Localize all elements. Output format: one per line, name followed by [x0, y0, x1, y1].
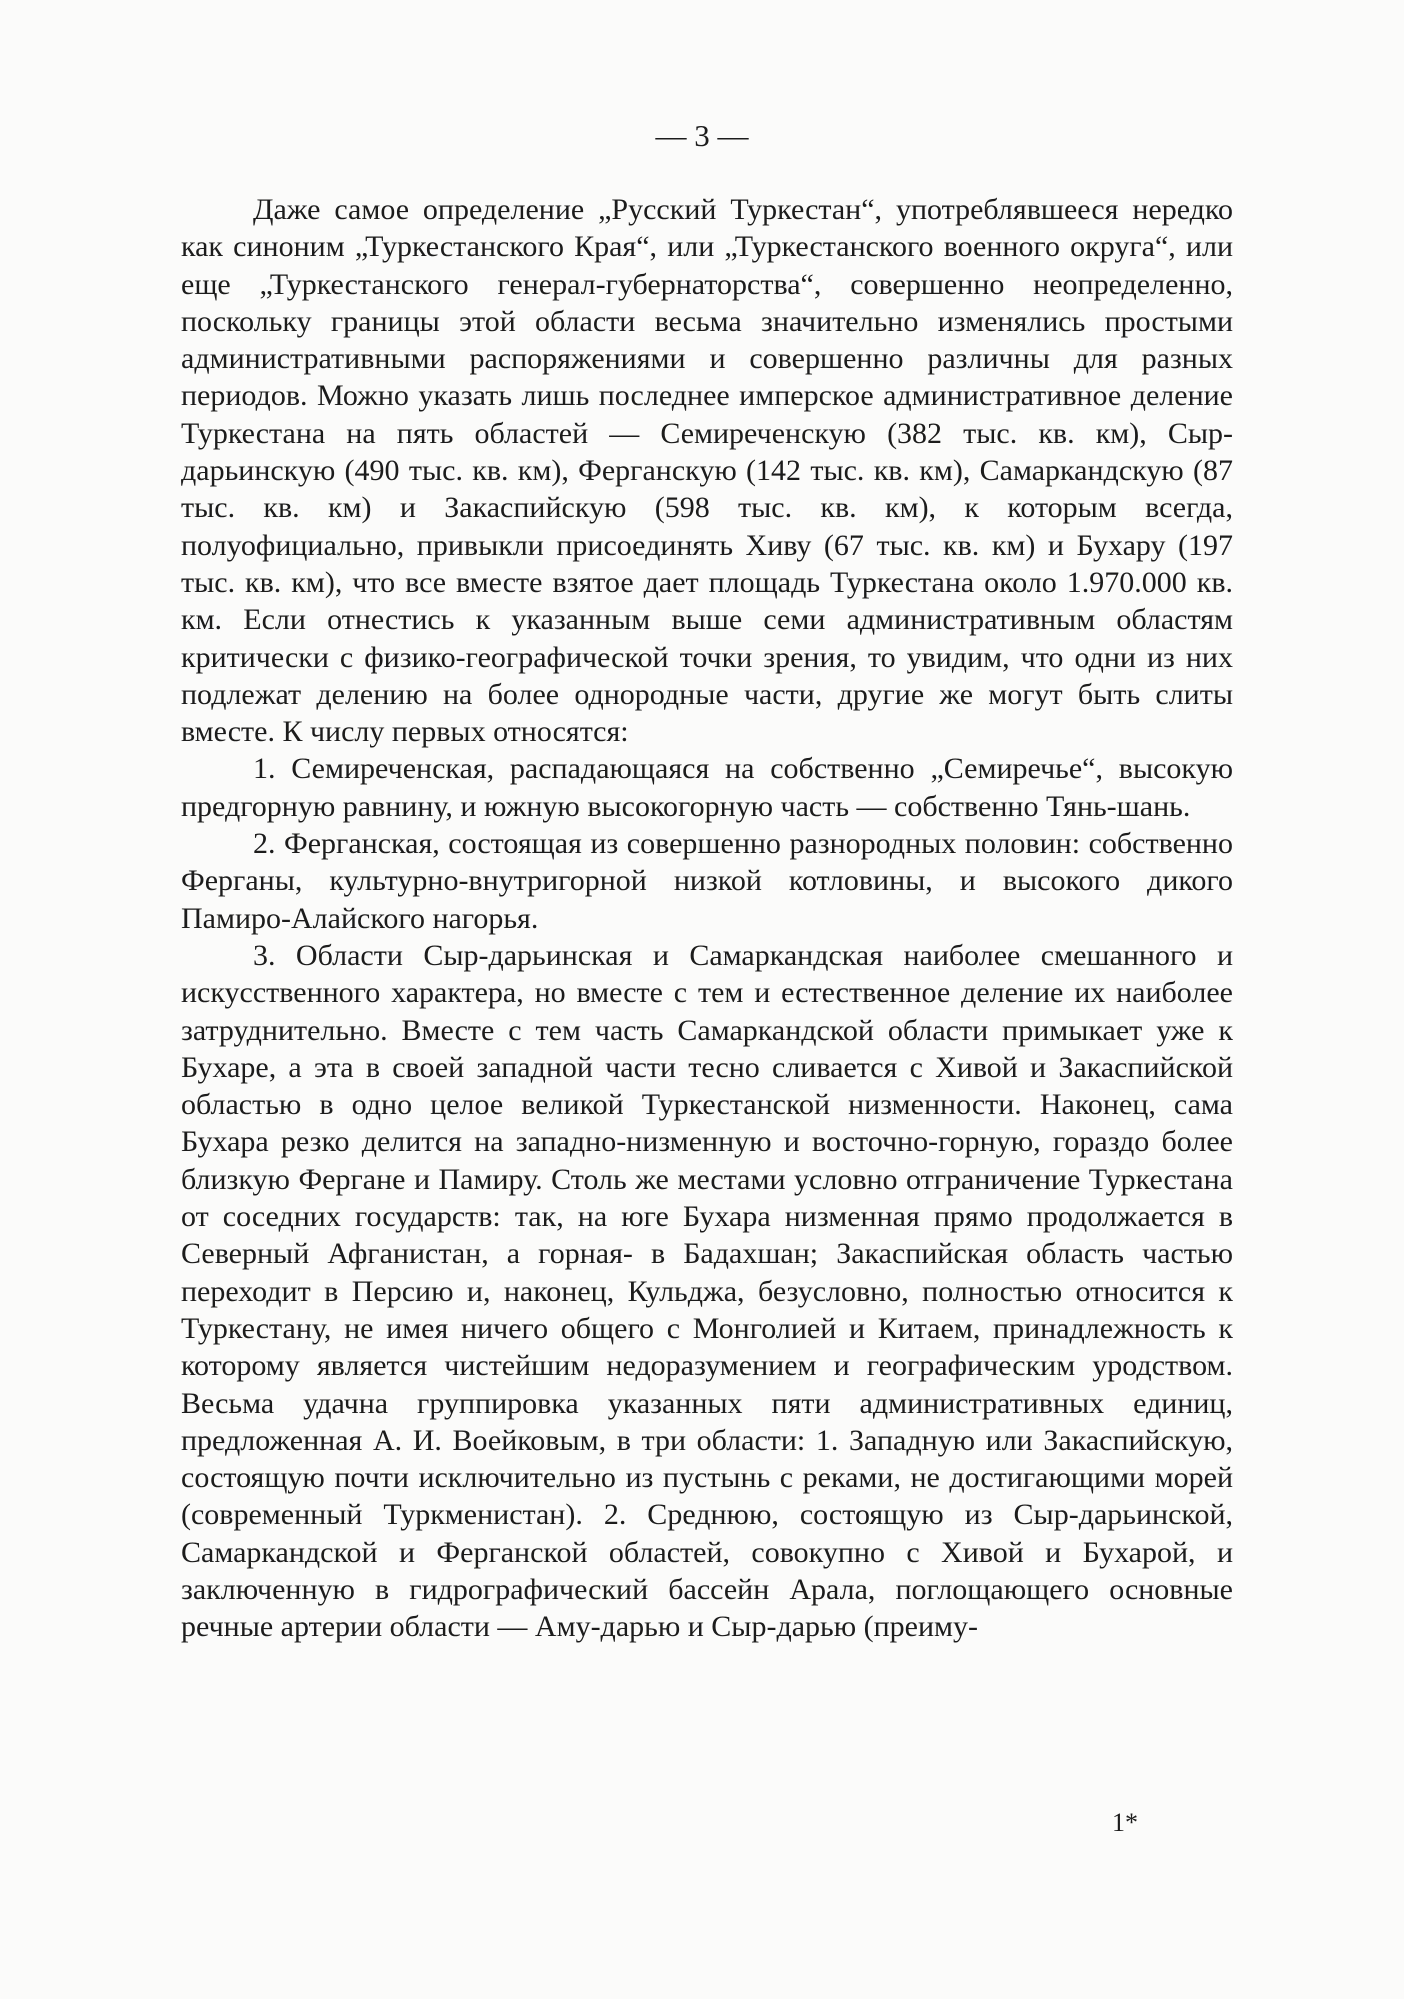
signature-mark: 1* — [1112, 1808, 1138, 1837]
paragraph-item-1: 1. Семиреченская, распадающаяся на собственно „Семиречье“, высокую предгорную равнину, и южную высокогорную часть — собственно Тянь-шань. — [181, 752, 1233, 823]
paragraph-intro: Даже самое определение „Русский Туркестан“, употреблявшееся нередко как синоним „Туркестанского Края“, или „Туркестанского военного округа“, или еще „Туркестанского генерал-губернаторства“, совершенно неопределенно, поскольку границы этой области весьма значительно изменялись простыми административными распоряжениями и совершенно различны для разных периодов. Можно указать лишь последнее имперское административное деление Туркестана на пять областей — Семиреченскую (382 тыс. кв. км), Сыр-дарьинскую (490 тыс. кв. км), Ферганскую (142 тыс. кв. км), Самаркандскую (87 тыс. кв. км) и Закаспийскую (598 тыс. кв. км), к которым всегда, полуофициально, привыкли присоединять Хиву (67 тыс. кв. км) и Бухару (197 тыс. кв. км), что все вместе взятое дает площадь Туркестана около 1.970.000 кв. км. Если отнестись к указанным выше семи административным областям критически с физико-географической точки зрения, то увидим, что одни из них подлежат делению на более однородные части, другие же могут быть слиты вместе. К числу первых относятся: — [181, 193, 1233, 749]
body-text — [181, 191, 1233, 1646]
paragraph-item-3: 3. Области Сыр-дарьинская и Самаркандская наиболее смешанного и искусственного характера, но вместе с тем и естественное деление их наиболее затруднительно. Вместе с тем часть Самаркандской области примыкает уже к Бухаре, а эта в своей западной части тесно сливается с Хивой и Закаспийской областью в одно целое великой Туркестанской низменности. Наконец, сама Бухара резко делится на западно-низменную и восточно-горную, гораздо более близкую Фергане и Памиру. Столь же местами условно отграничение Туркестана от соседних государств: так, на юге Бухара низменная прямо продолжается в Северный Афганистан, а горная- в Бадахшан; Закаспийская область частью переходит в Персию и, наконец, Кульджа, безусловно, полностью относится к Туркестану, не имея ничего общего с Монголией и Китаем, принадлежность к которому является чистейшим недоразумением и географическим уродством. Весьма удачна группировка указанных пяти административных единиц, предложенная А. И. Воейковым, в три области: 1. Западную или Закаспийскую, состоящую почти исключительно из пустынь с реками, не достигающими морей (современный Туркменистан). 2. Среднюю, состоящую из Сыр-дарьинской, Самаркандской и Ферганской областей, совокупно с Хивой и Бухарой, и заключенную в гидрографический бассейн Арала, поглощающего основные речные артерии области — Аму-дарью и Сыр-дарью (преиму- — [181, 938, 1233, 1644]
page-number-header: — 3 — — [655, 118, 749, 153]
paragraph-item-2: 2. Ферганская, состоящая из совершенно разнородных половин: собственно Ферганы, культурно-внутригорной низкой котловины, и высокого дикого Памиро-Алайского нагорья. — [181, 827, 1233, 935]
